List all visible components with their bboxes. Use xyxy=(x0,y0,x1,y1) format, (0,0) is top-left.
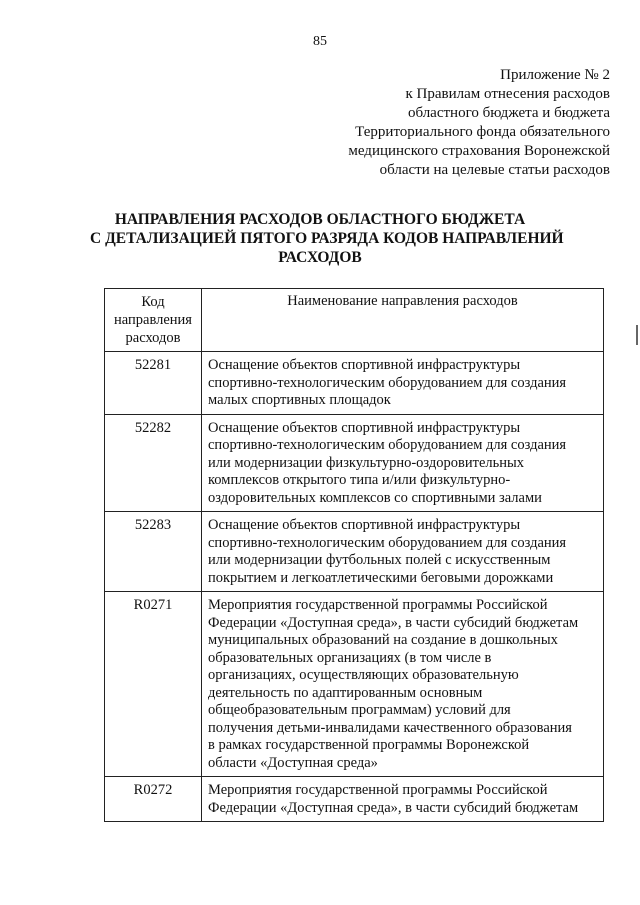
appendix-line: областного бюджета и бюджета xyxy=(407,105,610,121)
table-row xyxy=(105,512,604,592)
code-column-header: Код направления расходов xyxy=(105,289,202,352)
row-name: Мероприятия государственной программы Российской Федерации «Доступная среда», в части субсидий бюджетам муниципальных образований на создание в дошкольных образовательных организациях (в том числе в организациях, осуществляющих образовательную деятельность по адаптированным основным общеобразовательным программам) условий для получения детьми-инвалидами качественного образования в рамках государственной программы Воронежской области «Доступная среда» xyxy=(202,592,604,777)
row-code: R0272 xyxy=(105,777,202,822)
table-row xyxy=(105,352,604,415)
document-title xyxy=(90,210,564,267)
row-code: 52283 xyxy=(105,512,202,592)
appendix-line: области на целевые статьи расходов xyxy=(379,162,610,178)
table-header-row xyxy=(105,289,604,352)
title-line: С ДЕТАЛИЗАЦИЕЙ ПЯТОГО РАЗРЯДА КОДОВ НАПРАВЛЕНИЙ xyxy=(90,230,564,247)
row-name: Мероприятия государственной программы Российской Федерации «Доступная среда», в части субсидий бюджетам xyxy=(202,777,604,822)
page-number: 85 xyxy=(313,34,327,49)
table-row xyxy=(105,592,604,777)
appendix-header xyxy=(280,66,610,180)
appendix-line: медицинского страхования Воронежской xyxy=(348,143,610,159)
name-column-header: Наименование направления расходов xyxy=(202,289,604,352)
appendix-line: Приложение № 2 xyxy=(500,67,610,83)
row-code: R0271 xyxy=(105,592,202,777)
row-name: Оснащение объектов спортивной инфраструктуры спортивно-технологическим оборудованием для создания или модернизации физкультурно-оздоровительных комплексов открытого типа и/или физкультурно- оздоровительных комплексов со спортивными залами xyxy=(202,414,604,512)
table-row xyxy=(105,777,604,822)
appendix-line: к Правилам отнесения расходов xyxy=(405,86,610,102)
row-name: Оснащение объектов спортивной инфраструктуры спортивно-технологическим оборудованием для создания или модернизации футбольных полей с искусственным покрытием и легкоатлетическими беговыми дорожками xyxy=(202,512,604,592)
row-code: 52281 xyxy=(105,352,202,415)
table-row xyxy=(105,414,604,512)
title-line: РАСХОДОВ xyxy=(278,249,362,266)
scan-margin-mark xyxy=(636,325,638,345)
title-line: НАПРАВЛЕНИЯ РАСХОДОВ ОБЛАСТНОГО БЮДЖЕТА xyxy=(114,211,526,228)
row-code: 52282 xyxy=(105,414,202,512)
row-name: Оснащение объектов спортивной инфраструктуры спортивно-технологическим оборудованием для создания малых спортивных площадок xyxy=(202,352,604,415)
expense-directions-table xyxy=(104,288,604,822)
appendix-line: Территориального фонда обязательного xyxy=(355,124,610,140)
